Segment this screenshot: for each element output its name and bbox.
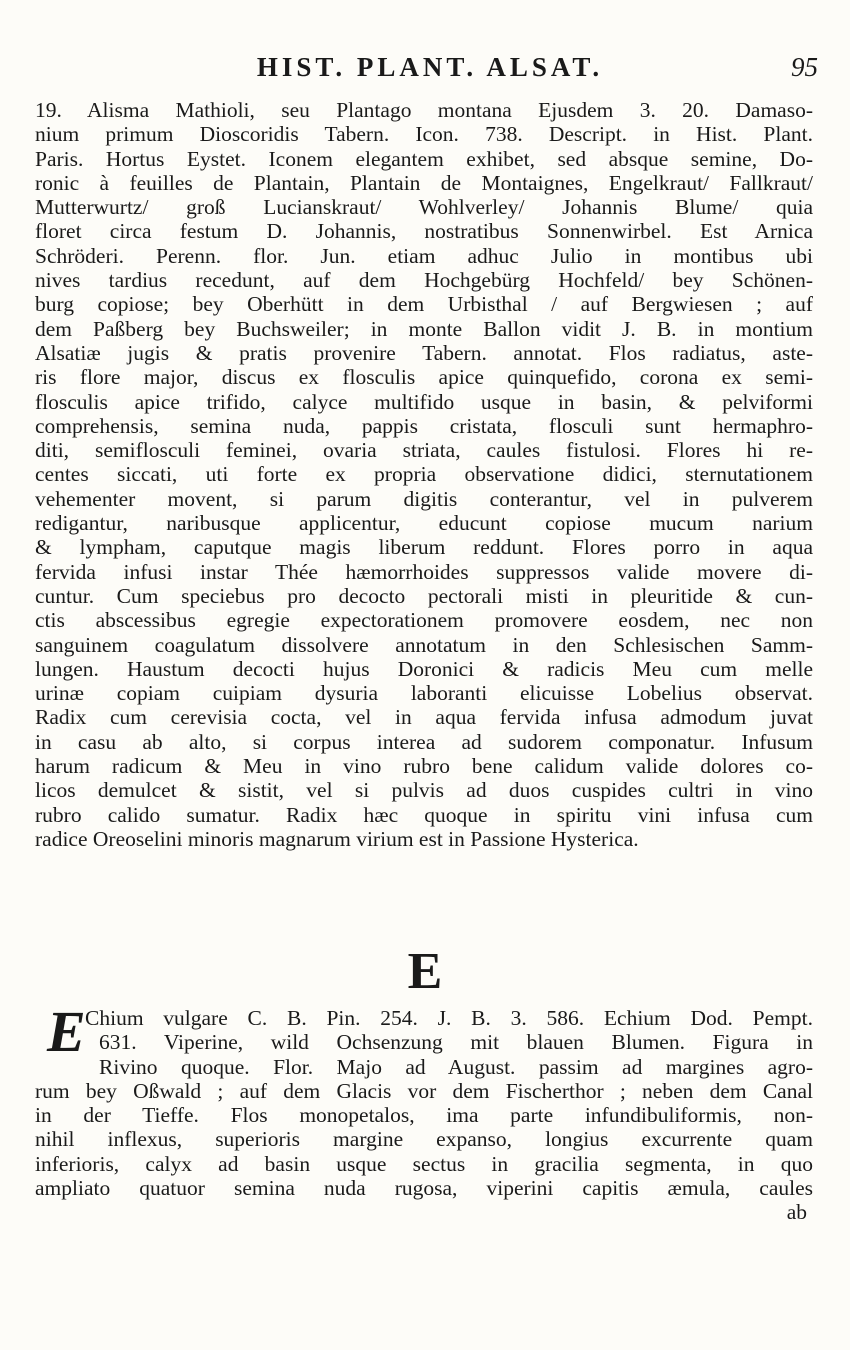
entry-echium-lines [35, 999, 813, 1201]
text-line: redigantur, naribusque applicentur, educunt copiose mucum narium [35, 511, 813, 536]
text-line: sanguinem coagulatum dissolvere annotatum in den Schlesischen Samm- [35, 632, 813, 657]
running-title: HIST. PLANT. ALSAT. [256, 52, 604, 82]
text-line: rubro calido sumatur. Radix hæc quoque in spiritu vini infusa cum [35, 802, 813, 827]
text-line: inferioris, calyx ad basin usque sectus in gracilia segmenta, in quo [35, 1151, 813, 1176]
text-line: lungen. Haustum decocti hujus Doronici & radicis Meu cum melle [35, 656, 813, 681]
text-line: ampliato quatuor semina nuda rugosa, viperini capitis æmula, caules [35, 1176, 813, 1201]
text-line: nihil inflexus, superioris margine expanso, longius excurrente quam [35, 1127, 813, 1152]
drop-cap: E [47, 999, 86, 1064]
text-line: floret circa festum D. Johannis, nostratibus Sonnenwirbel. Est Arnica [35, 219, 813, 244]
text-line: Chium vulgare C. B. Pin. 254. J. B. 3. 586. Echium Dod. Pempt. [85, 1006, 813, 1030]
text-line: ctis abscessibus egregie expectorationem promovere eosdem, nec non [35, 608, 813, 633]
section-heading-letter: E [407, 943, 443, 1000]
catchword: ab [786, 1200, 807, 1225]
text-line: Radix cum cerevisia cocta, vel in aqua fervida infusa admodum juvat [35, 705, 813, 730]
page-header [40, 50, 820, 90]
text-line: diti, semiflosculi feminei, ovaria striata, caules fistulosi. Flores hi re- [35, 438, 813, 463]
text-line: & lympham, caputque magis liberum reddunt. Flores porro in aqua [35, 535, 813, 560]
text-line: dem Paßberg bey Buchsweiler; in monte Ballon vidit J. B. in montium [35, 316, 813, 341]
text-line: vehementer movent, si parum digitis conterantur, vel in pulverem [35, 486, 813, 511]
text-line: urinæ copiam cuipiam dysuria laboranti elicuisse Lobelius observat. [35, 681, 813, 706]
text-line: centes siccati, uti forte ex propria observatione didici, sternutationem [35, 462, 813, 487]
text-line: nives tardius recedunt, auf dem Hochgebürg Hochfeld/ bey Schönen- [35, 268, 813, 293]
text-line: licos demulcet & sistit, vel si pulvis ad duos cuspides cultri in vino [35, 778, 813, 803]
text-line: 631. Viperine, wild Ochsenzung mit blauen Blumen. Figura in [99, 1030, 813, 1055]
text-line: fervida infusi instar Thée hæmorrhoides suppressos valide movere di- [35, 559, 813, 584]
text-line: Mutterwurtz/ groß Lucianskraut/ Wohlverley/ Johannis Blume/ quia [35, 195, 813, 220]
text-line: rum bey Oßwald ; auf dem Glacis vor dem Fischerthor ; neben dem Canal [35, 1078, 813, 1103]
entry-echium-text [35, 999, 813, 1225]
text-line: Alsatiæ jugis & pratis provenire Tabern. annotat. Flos radiatus, aste- [35, 340, 813, 365]
text-line: ris flore major, discus ex flosculis apice quinquefido, corona ex semi- [35, 365, 813, 390]
text-line: harum radicum & Meu in vino rubro bene calidum valide dolores co- [35, 754, 813, 779]
text-line: comprehensis, semina nuda, pappis cristata, flosculi sunt hermaphro- [35, 413, 813, 438]
entry-alisma-text [35, 98, 813, 851]
page-number: 95 [791, 52, 818, 82]
text-line: Schröderi. Perenn. flor. Jun. etiam adhuc Julio in montibus ubi [35, 243, 813, 268]
text-line: cuntur. Cum speciebus pro decocto pectorali misti in pleuritide & cun- [35, 583, 813, 608]
text-line: nium primum Dioscoridis Tabern. Icon. 738. Descript. in Hist. Plant. [35, 122, 813, 147]
text-line: in der Tieffe. Flos monopetalos, ima parte infundibuliformis, non- [35, 1103, 813, 1128]
text-line: Paris. Hortus Eystet. Iconem elegantem exhibet, sed absque semine, Do- [35, 146, 813, 171]
text-line: 19. Alisma Mathioli, seu Plantago montana Ejusdem 3. 20. Damaso- [35, 98, 813, 122]
text-line: flosculis apice trifido, calyce multifido usque in basin, & pelviformi [35, 389, 813, 414]
text-line: Rivino quoque. Flor. Majo ad August. passim ad margines agro- [99, 1054, 813, 1079]
text-line: in casu ab alto, si corpus interea ad sudorem componatur. Infusum [35, 729, 813, 754]
text-line: ronic à feuilles de Plantain, Plantain de Montaignes, Engelkraut/ Fallkraut/ [35, 170, 813, 195]
text-line: burg copiose; bey Oberhütt in dem Urbisthal / auf Bergwiesen ; auf [35, 292, 813, 317]
text-line: radice Oreoselini minoris magnarum virium est in Passione Hysterica. [35, 826, 639, 851]
